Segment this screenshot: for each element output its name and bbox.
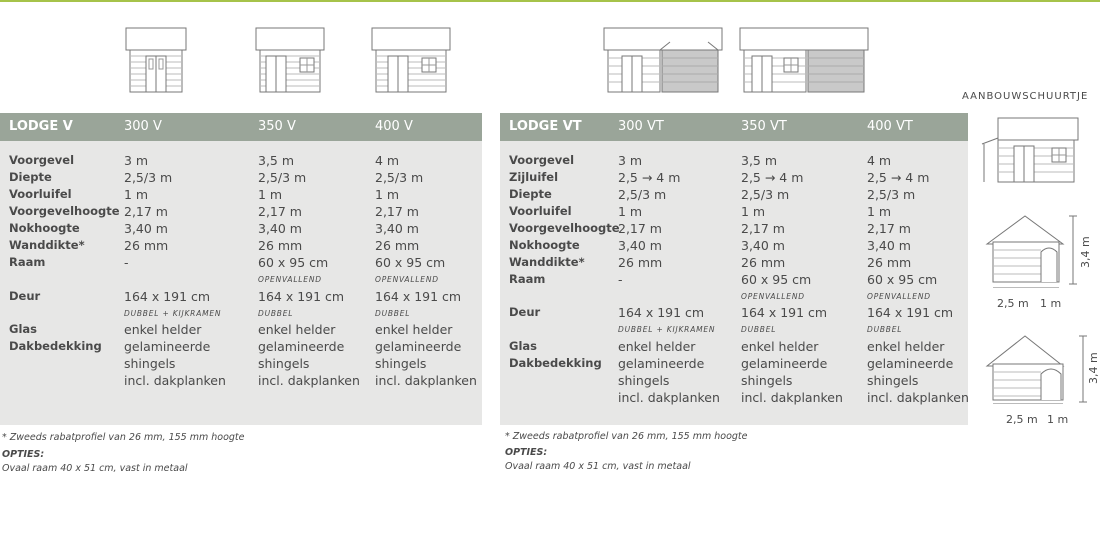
- cell-raam-note: OPENVALLEND: [375, 275, 439, 284]
- header-cell: 300 VT: [618, 119, 664, 134]
- cell-raam-note: OPENVALLEND: [741, 292, 805, 301]
- cell-dak3: incl. dakplanken: [867, 390, 969, 405]
- cell-raam: -: [124, 255, 129, 270]
- cell-voorluifel: 1 m: [867, 204, 892, 219]
- cell-voorluifel: 1 m: [618, 204, 643, 219]
- row-label: Voorluifel: [509, 204, 572, 218]
- cell-dak1: gelamineerde: [258, 339, 345, 354]
- aanbouwschuurtje-front-illustration: [980, 114, 1082, 184]
- cell-glas: enkel helder: [258, 322, 336, 337]
- cell-dak2: shingels: [124, 356, 176, 371]
- cell-deur-note: DUBBEL + KIJKRAMEN: [618, 325, 716, 334]
- cell-raam-note: OPENVALLEND: [258, 275, 322, 284]
- top-accent-line: [0, 0, 1100, 2]
- cell-glas: enkel helder: [867, 339, 945, 354]
- cell-dak2: shingels: [618, 373, 670, 388]
- side-title: AANBOUWSCHUURTJE: [962, 91, 1089, 102]
- row-label: Zijluifel: [509, 170, 559, 184]
- height-dimension-line-1: [1068, 214, 1078, 286]
- cell-diepte: 2,5/3 m: [618, 187, 667, 202]
- cell-zijluifel: 2,5 → 4 m: [867, 170, 930, 185]
- cell-dak3: incl. dakplanken: [258, 373, 360, 388]
- lodge-vt-table: [500, 113, 968, 425]
- options-text: Ovaal raam 40 x 51 cm, vast in metaal: [2, 463, 188, 474]
- cell-wanddikte: 26 mm: [867, 255, 912, 270]
- header-cell: 400 VT: [867, 119, 913, 134]
- cell-diepte: 2,5/3 m: [741, 187, 790, 202]
- cell-dak2: shingels: [375, 356, 427, 371]
- dimension-width: 2,5 m: [997, 297, 1029, 310]
- header-cell: 350 VT: [741, 119, 787, 134]
- dimension-width: 2,5 m: [1006, 413, 1038, 426]
- cell-dak3: incl. dakplanken: [124, 373, 226, 388]
- cell-diepte: 2,5/3 m: [867, 187, 916, 202]
- cell-dak2: shingels: [741, 373, 793, 388]
- cell-raam: 60 x 95 cm: [258, 255, 329, 270]
- options-title: OPTIES:: [505, 447, 548, 458]
- cell-dak3: incl. dakplanken: [375, 373, 477, 388]
- cell-voorgevelhoogte: 2,17 m: [124, 204, 168, 219]
- cell-deur-note: DUBBEL: [867, 325, 903, 334]
- row-label: Deur: [9, 289, 41, 303]
- lodge-300v-illustration: [120, 24, 192, 96]
- header-cell: 350 V: [258, 119, 296, 134]
- cell-dak1: gelamineerde: [618, 356, 705, 371]
- lodge-350vt-illustration: [736, 24, 872, 96]
- cell-dak1: gelamineerde: [741, 356, 828, 371]
- cell-dak2: shingels: [867, 373, 919, 388]
- cell-nokhoogte: 3,40 m: [618, 238, 662, 253]
- cell-deur: 164 x 191 cm: [258, 289, 345, 304]
- row-label: Wanddikte*: [509, 255, 585, 269]
- cell-deur-note: DUBBEL + KIJKRAMEN: [124, 309, 222, 318]
- cell-deur-note: DUBBEL: [258, 309, 294, 318]
- cell-deur: 164 x 191 cm: [867, 305, 954, 320]
- lodge-400v-illustration: [366, 24, 456, 96]
- cell-voorluifel: 1 m: [124, 187, 149, 202]
- cell-deur-note: DUBBEL: [375, 309, 411, 318]
- cell-nokhoogte: 3,40 m: [375, 221, 419, 236]
- cell-diepte: 2,5/3 m: [124, 170, 173, 185]
- dimension-height: 3,4 m: [1079, 236, 1092, 268]
- row-label: Diepte: [509, 187, 552, 201]
- cell-zijluifel: 2,5 → 4 m: [741, 170, 804, 185]
- cell-voorgevel: 3 m: [124, 153, 149, 168]
- cell-wanddikte: 26 mm: [618, 255, 663, 270]
- row-label: Raam: [9, 255, 46, 269]
- cell-voorluifel: 1 m: [258, 187, 283, 202]
- row-label: Voorluifel: [9, 187, 72, 201]
- lodge-350v-illustration: [250, 24, 330, 96]
- footnote: * Zweeds rabatprofiel van 26 mm, 155 mm hoogte: [505, 431, 748, 442]
- lodge-v-table: [0, 113, 482, 425]
- cell-raam: 60 x 95 cm: [867, 272, 938, 287]
- cell-deur-note: DUBBEL: [741, 325, 777, 334]
- cell-glas: enkel helder: [124, 322, 202, 337]
- options-title: OPTIES:: [2, 449, 45, 460]
- cell-deur: 164 x 191 cm: [741, 305, 828, 320]
- table-header: [0, 113, 482, 141]
- row-label: Voorgevel: [9, 153, 75, 167]
- cell-voorluifel: 1 m: [741, 204, 766, 219]
- cell-dak3: incl. dakplanken: [618, 390, 720, 405]
- cell-wanddikte: 26 mm: [124, 238, 169, 253]
- row-label: Deur: [509, 305, 541, 319]
- cell-voorgevel: 4 m: [867, 153, 892, 168]
- cell-nokhoogte: 3,40 m: [124, 221, 168, 236]
- row-label: Voorgevelhoogte: [509, 221, 620, 235]
- cell-nokhoogte: 3,40 m: [741, 238, 785, 253]
- cell-wanddikte: 26 mm: [741, 255, 786, 270]
- cell-voorgevel: 3,5 m: [741, 153, 778, 168]
- header-cell: 400 V: [375, 119, 413, 134]
- cell-nokhoogte: 3,40 m: [867, 238, 911, 253]
- cell-voorluifel: 1 m: [375, 187, 400, 202]
- cell-voorgevelhoogte: 2,17 m: [258, 204, 302, 219]
- header-cell: 300 V: [124, 119, 162, 134]
- cell-deur: 164 x 191 cm: [375, 289, 462, 304]
- cell-diepte: 2,5/3 m: [258, 170, 307, 185]
- lodge-300vt-illustration: [600, 24, 726, 96]
- header-cell: LODGE VT: [509, 119, 582, 134]
- cell-raam: 60 x 95 cm: [375, 255, 446, 270]
- row-label: Nokhoogte: [509, 238, 580, 252]
- row-label: Nokhoogte: [9, 221, 80, 235]
- cell-voorgevelhoogte: 2,17 m: [618, 221, 662, 236]
- row-label: Glas: [509, 339, 537, 353]
- cell-voorgevelhoogte: 2,17 m: [867, 221, 911, 236]
- cell-voorgevel: 3 m: [618, 153, 643, 168]
- row-label: Voorgevelhoogte: [9, 204, 120, 218]
- cell-wanddikte: 26 mm: [258, 238, 303, 253]
- dimension-canopy: 1 m: [1040, 297, 1062, 310]
- row-label: Dakbedekking: [9, 339, 102, 353]
- table-header: [500, 113, 968, 141]
- cell-nokhoogte: 3,40 m: [258, 221, 302, 236]
- cell-deur: 164 x 191 cm: [124, 289, 211, 304]
- cell-dak2: shingels: [258, 356, 310, 371]
- row-label: Raam: [509, 272, 546, 286]
- dimension-height: 3,4 m: [1087, 352, 1100, 384]
- row-label: Diepte: [9, 170, 52, 184]
- footnote: * Zweeds rabatprofiel van 26 mm, 155 mm hoogte: [2, 432, 245, 443]
- cell-voorgevelhoogte: 2,17 m: [375, 204, 419, 219]
- cell-voorgevel: 3,5 m: [258, 153, 295, 168]
- cell-glas: enkel helder: [375, 322, 453, 337]
- row-label: Dakbedekking: [509, 356, 602, 370]
- row-label: Voorgevel: [509, 153, 575, 167]
- cell-zijluifel: 2,5 → 4 m: [618, 170, 681, 185]
- cell-dak3: incl. dakplanken: [741, 390, 843, 405]
- cell-deur: 164 x 191 cm: [618, 305, 705, 320]
- aanbouwschuurtje-side-illustration-1: [985, 212, 1065, 288]
- header-cell: LODGE V: [9, 119, 73, 134]
- cell-diepte: 2,5/3 m: [375, 170, 424, 185]
- cell-wanddikte: 26 mm: [375, 238, 420, 253]
- row-label: Glas: [9, 322, 37, 336]
- cell-raam: -: [618, 272, 623, 287]
- cell-voorgevelhoogte: 2,17 m: [741, 221, 785, 236]
- cell-dak1: gelamineerde: [375, 339, 462, 354]
- cell-raam: 60 x 95 cm: [741, 272, 812, 287]
- aanbouwschuurtje-side-illustration-2: [985, 332, 1075, 404]
- dimension-canopy: 1 m: [1047, 413, 1069, 426]
- cell-glas: enkel helder: [618, 339, 696, 354]
- cell-dak1: gelamineerde: [867, 356, 954, 371]
- cell-raam-note: OPENVALLEND: [867, 292, 931, 301]
- cell-dak1: gelamineerde: [124, 339, 211, 354]
- cell-glas: enkel helder: [741, 339, 819, 354]
- row-label: Wanddikte*: [9, 238, 85, 252]
- cell-voorgevel: 4 m: [375, 153, 400, 168]
- options-text: Ovaal raam 40 x 51 cm, vast in metaal: [505, 461, 691, 472]
